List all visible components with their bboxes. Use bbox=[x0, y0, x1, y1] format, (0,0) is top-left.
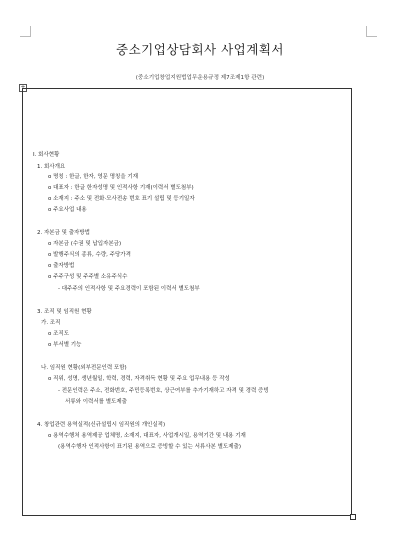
subsection-heading: 1. 회사개요 bbox=[37, 164, 66, 170]
list-item: o 주요사업 내용 bbox=[48, 207, 87, 213]
document-title: 중소기업상담회사 사업계획서 bbox=[116, 42, 284, 57]
content-table-box bbox=[22, 88, 352, 516]
list-item: o 주주구성 및 주주별 소유주식수 bbox=[48, 274, 128, 280]
list-item: o 부서별 기능 bbox=[48, 342, 82, 348]
list-item: o 자본금 (수권 및 납입자본금) bbox=[48, 241, 122, 247]
page-corner-mark-top-right bbox=[366, 26, 377, 37]
list-item: o 직위, 성명, 생년월일, 학력, 경력, 자격취득 현황 및 주요 업무내용 등 작성 bbox=[48, 376, 230, 382]
table-resize-handle[interactable] bbox=[350, 514, 356, 520]
list-item: o 명칭 : 한글, 한자, 영문 명칭을 기재 bbox=[48, 174, 139, 180]
list-item: o 출자방법 bbox=[48, 263, 75, 269]
list-item: o 용역수행처 용역제공 업체명, 소재지, 대표자, 사업개시일, 용역기간 및 내용 기재 bbox=[48, 433, 246, 439]
section-heading: Ⅰ. 회사현황 bbox=[33, 152, 60, 158]
sub-heading: 나. 임직원 현황(외부전문인력 포함) bbox=[41, 365, 127, 371]
subsection-heading: 2. 자본금 및 출자방법 bbox=[37, 230, 90, 236]
subsection-heading: 4. 창업관련 용역실적(신규설립시 임직원의 개인실적) bbox=[37, 422, 166, 428]
sub-heading: 가. 조직 bbox=[41, 320, 61, 326]
document-subtitle: (중소기업창업지원법업무운용규정 제7조제1항 관련) bbox=[135, 75, 265, 81]
list-subitem: - 전문인력은 주소, 전화번호, 주민등록번호, 상근여부를 추가기재하고 자격 및 경력 증빙 bbox=[58, 388, 269, 394]
list-item: o 소재지 : 주소 및 전화·모사전송 번호 표기 설립 및 등기일자 bbox=[48, 196, 195, 202]
list-item: o 발행주식의 종류, 수량, 주당가격 bbox=[48, 252, 131, 258]
list-item: o 조직도 bbox=[48, 331, 70, 337]
list-subitem: - 대주주의 인적사항 및 주요경력이 포함된 이력서 별도첨부 bbox=[58, 286, 200, 292]
subsection-heading: 3. 조직 및 임직원 현황 bbox=[37, 309, 92, 315]
list-item-note: (용역수행자 인적사항이 표기된 용역으로 증빙할 수 있는 서류사본 별도제출) bbox=[58, 444, 241, 450]
page-corner-mark-top-left bbox=[20, 26, 31, 37]
list-item: o 대표자 : 한글 한자성명 및 인적사항 기재(이력서 별도첨부) bbox=[48, 185, 194, 191]
list-subitem-continuation: 서류와 이력서를 별도제출 bbox=[65, 399, 127, 405]
